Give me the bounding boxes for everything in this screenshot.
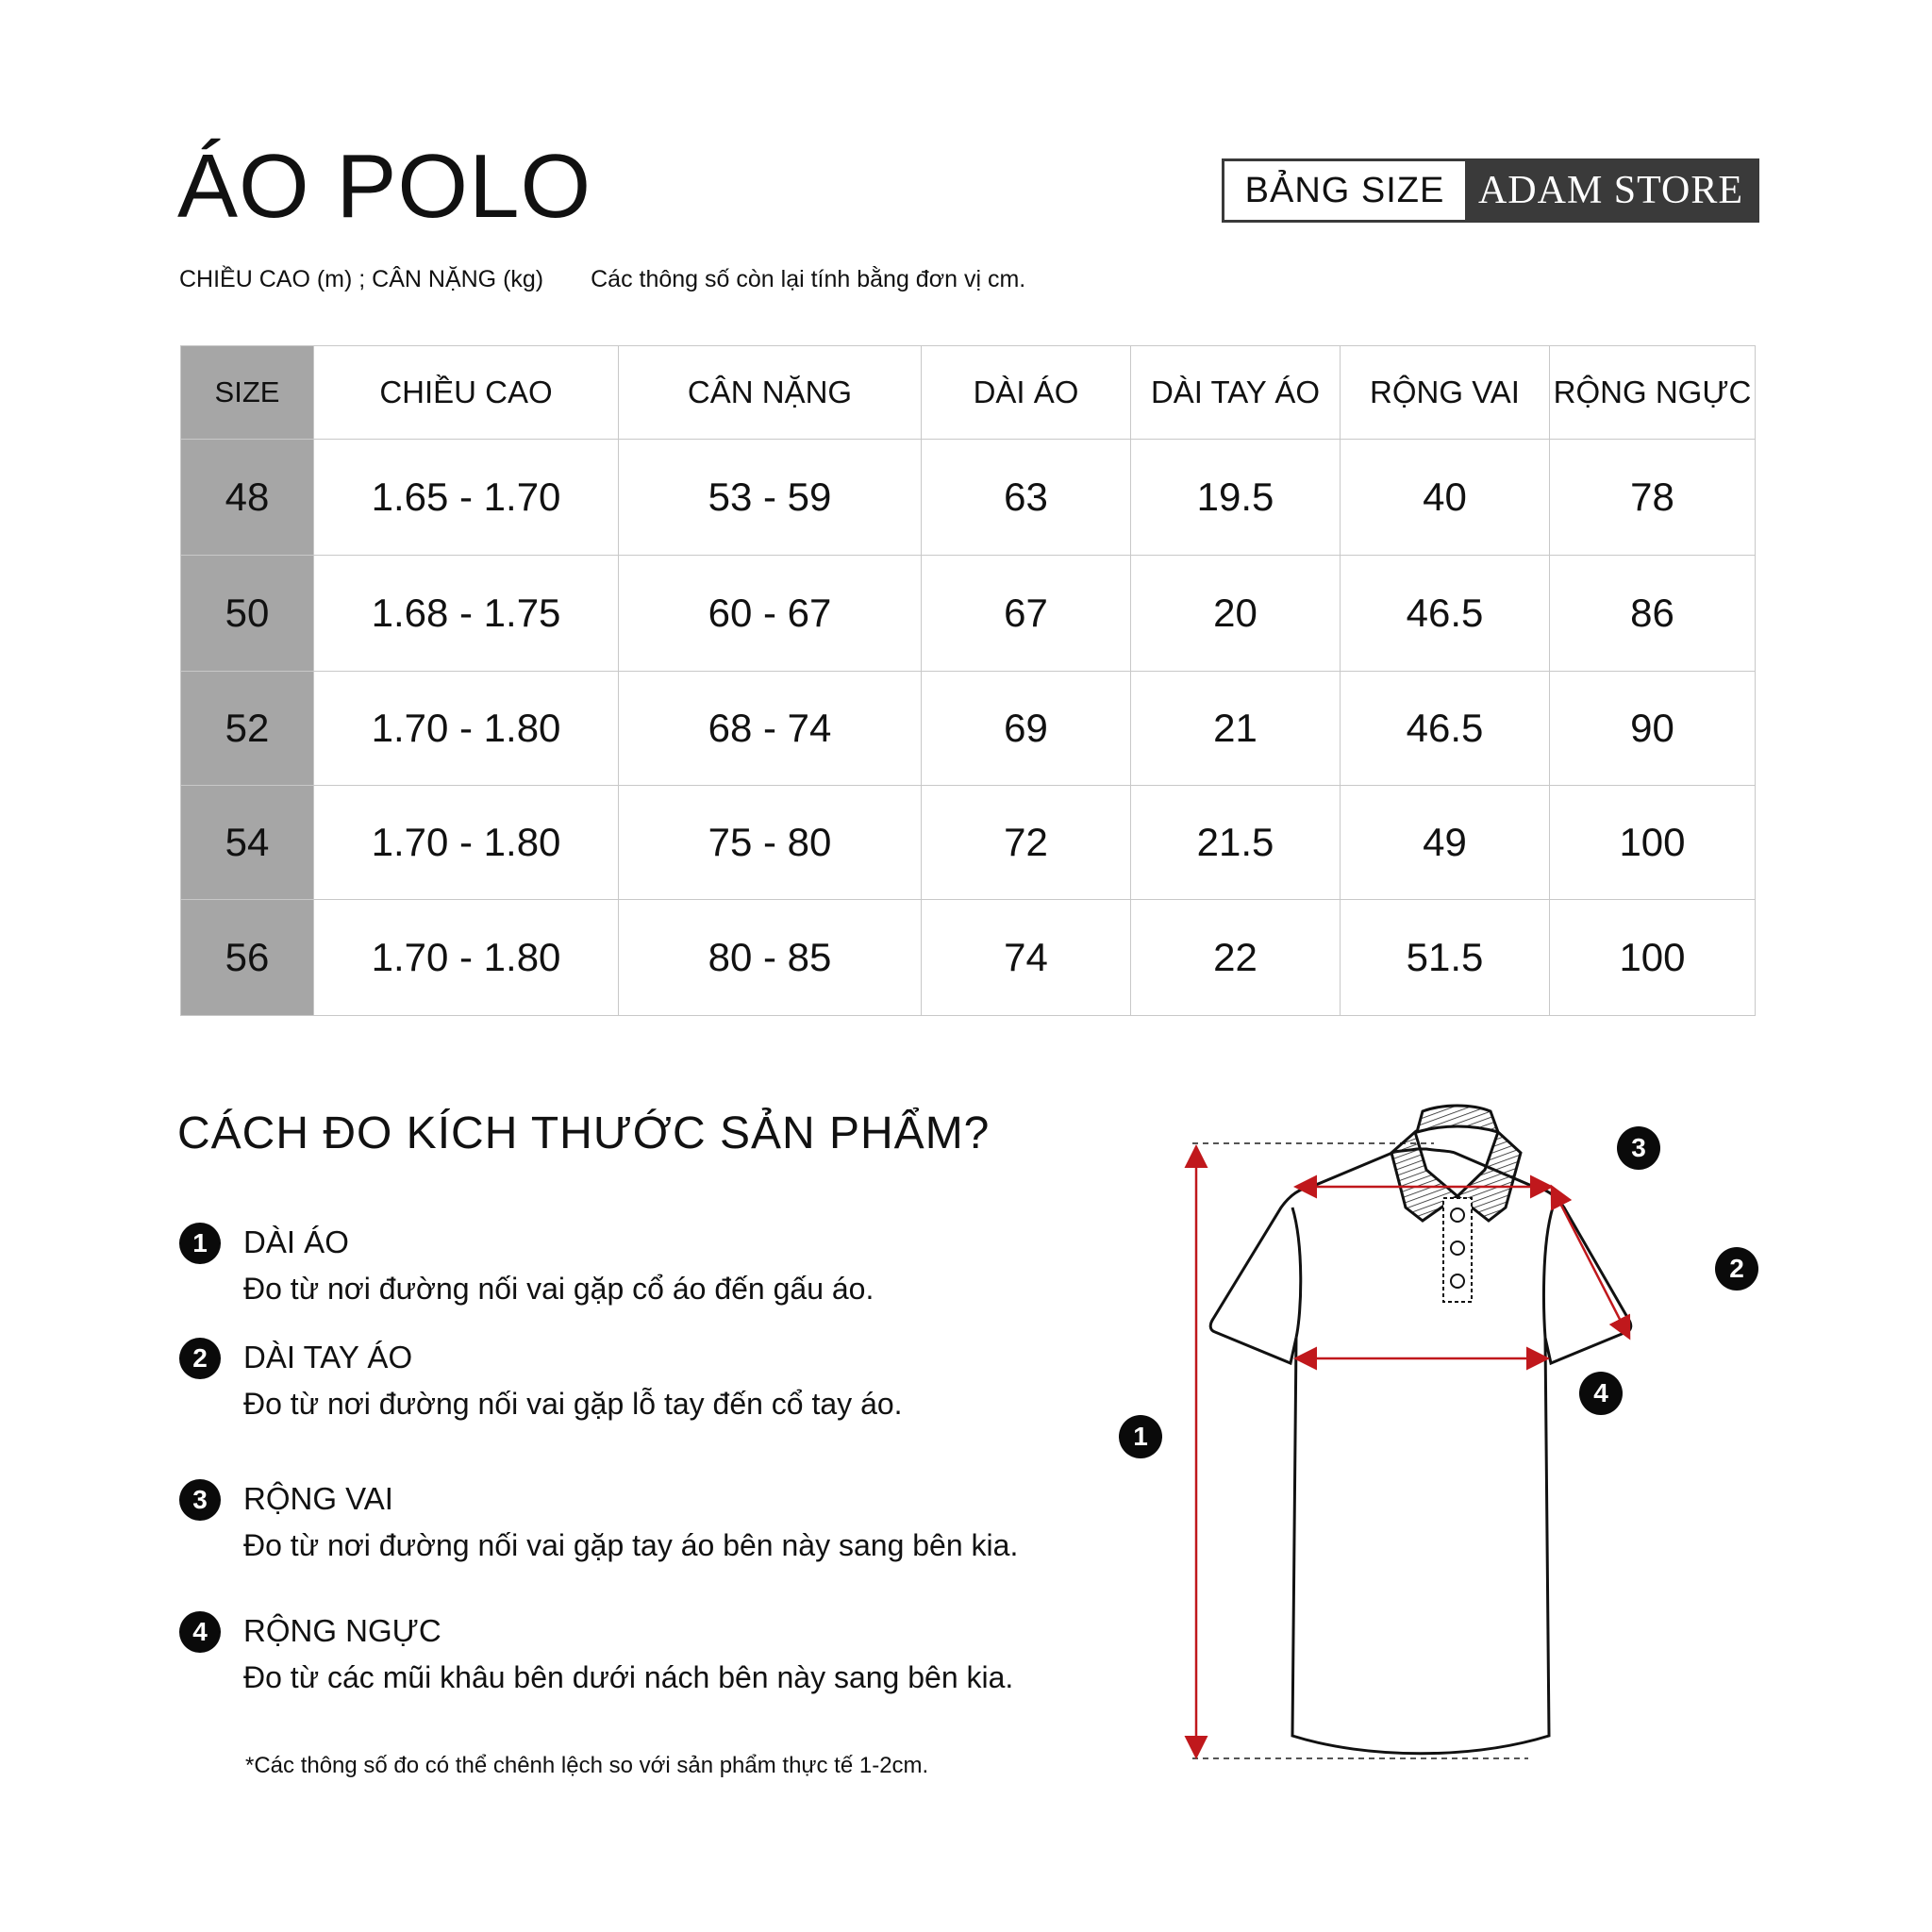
table-cell: 75 - 80 [619, 786, 922, 900]
table-cell: 1.68 - 1.75 [314, 556, 619, 672]
column-header-sleeve: DÀI TAY ÁO [1131, 346, 1341, 440]
table-cell: 69 [922, 672, 1131, 786]
brand-logo: ADAM STORE [1465, 161, 1757, 220]
size-table [180, 345, 1756, 1016]
step-description: Đo từ các mũi khâu bên dưới nách bên này sang bên kia. [243, 1660, 1014, 1694]
step-number-badge: 3 [179, 1479, 221, 1521]
callout-chest: 4 [1579, 1372, 1623, 1415]
step-name: DÀI TAY ÁO [243, 1340, 413, 1374]
table-cell: 74 [922, 900, 1131, 1016]
callout-length: 1 [1119, 1415, 1162, 1458]
size-chart-badge [1222, 158, 1759, 223]
table-cell: 49 [1341, 786, 1550, 900]
size-cell: 56 [181, 900, 314, 1016]
column-header-weight: CÂN NẶNG [619, 346, 922, 440]
table-cell: 21.5 [1131, 786, 1341, 900]
step-name: RỘNG VAI [243, 1481, 393, 1516]
table-cell: 46.5 [1341, 556, 1550, 672]
step-name: DÀI ÁO [243, 1224, 349, 1259]
step-description: Đo từ nơi đường nối vai gặp lỗ tay đến cổ tay áo. [243, 1387, 903, 1421]
page-title: ÁO POLO [177, 136, 592, 237]
table-cell: 67 [922, 556, 1131, 672]
step-name: RỘNG NGỰC [243, 1613, 441, 1648]
units-height-weight: CHIỀU CAO (m) ; CÂN NẶNG (kg) [179, 266, 544, 292]
step-description: Đo từ nơi đường nối vai gặp cổ áo đến gấu áo. [243, 1272, 874, 1306]
table-cell: 1.70 - 1.80 [314, 786, 619, 900]
table-cell: 19.5 [1131, 440, 1341, 556]
callout-shoulder: 3 [1617, 1126, 1660, 1170]
collar-back [1417, 1106, 1498, 1132]
badge-label: BẢNG SIZE [1224, 161, 1465, 220]
size-cell: 48 [181, 440, 314, 556]
table-row [181, 786, 1756, 900]
step-description: Đo từ nơi đường nối vai gặp tay áo bên này sang bên kia. [243, 1528, 1019, 1562]
table-cell: 20 [1131, 556, 1341, 672]
table-cell: 51.5 [1341, 900, 1550, 1016]
table-cell: 90 [1550, 672, 1756, 786]
table-cell: 60 - 67 [619, 556, 922, 672]
table-cell: 86 [1550, 556, 1756, 672]
button-icon [1451, 1241, 1464, 1255]
column-header-size: SIZE [181, 346, 314, 440]
step-number-badge: 1 [179, 1223, 221, 1264]
measurement-diagram [1123, 1094, 1783, 1774]
table-row [181, 900, 1756, 1016]
table-cell: 21 [1131, 672, 1341, 786]
callout-sleeve: 2 [1715, 1247, 1758, 1291]
size-cell: 52 [181, 672, 314, 786]
units-note [179, 266, 1025, 293]
table-cell: 100 [1550, 900, 1756, 1016]
table-cell: 68 - 74 [619, 672, 922, 786]
table-cell: 1.70 - 1.80 [314, 900, 619, 1016]
table-cell: 1.70 - 1.80 [314, 672, 619, 786]
column-header-chest: RỘNG NGỰC [1550, 346, 1756, 440]
measure-title: CÁCH ĐO KÍCH THƯỚC SẢN PHẨM? [177, 1108, 991, 1158]
table-cell: 53 - 59 [619, 440, 922, 556]
table-cell: 78 [1550, 440, 1756, 556]
table-cell: 40 [1341, 440, 1550, 556]
table-cell: 72 [922, 786, 1131, 900]
table-cell: 46.5 [1341, 672, 1550, 786]
button-icon [1451, 1208, 1464, 1222]
table-row [181, 556, 1756, 672]
column-header-height: CHIỀU CAO [314, 346, 619, 440]
table-cell: 80 - 85 [619, 900, 922, 1016]
step-number-badge: 2 [179, 1338, 221, 1379]
table-header-row [181, 346, 1756, 440]
footnote: *Các thông số đo có thể chênh lệch so với sản phẩm thực tế 1-2cm. [245, 1753, 929, 1778]
shirt-body-outline [1210, 1149, 1631, 1754]
table-cell: 100 [1550, 786, 1756, 900]
table-cell: 1.65 - 1.70 [314, 440, 619, 556]
table-row [181, 440, 1756, 556]
units-other: Các thông số còn lại tính bằng đơn vị cm. [591, 266, 1026, 292]
table-cell: 22 [1131, 900, 1341, 1016]
table-cell: 63 [922, 440, 1131, 556]
polo-shirt-icon [1123, 1094, 1783, 1774]
column-header-length: DÀI ÁO [922, 346, 1131, 440]
step-number-badge: 4 [179, 1611, 221, 1653]
size-cell: 50 [181, 556, 314, 672]
button-icon [1451, 1274, 1464, 1288]
size-cell: 54 [181, 786, 314, 900]
column-header-shoulder: RỘNG VAI [1341, 346, 1550, 440]
table-row [181, 672, 1756, 786]
